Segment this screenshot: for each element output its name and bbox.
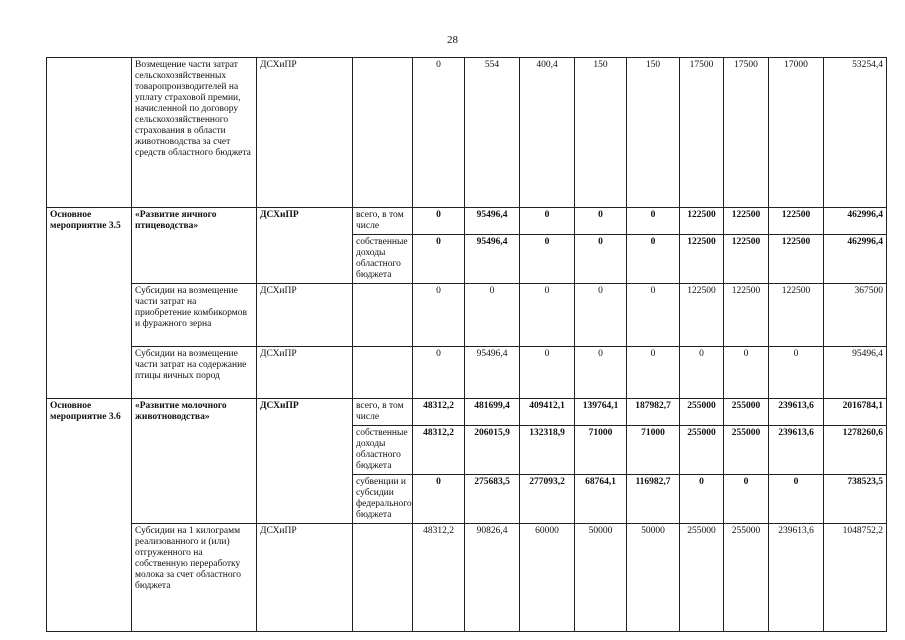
value-cell: 0 [575,284,627,347]
value-cell: 122500 [724,208,769,235]
value-cell: 0 [627,284,680,347]
value-cell: 0 [769,347,824,399]
program-funding-table [46,57,887,632]
value-cell: 150 [627,58,680,208]
value-cell: 255000 [680,524,724,632]
executor: ДСХиПР [257,399,353,524]
table-row [47,524,887,632]
value-cell: 60000 [520,524,575,632]
value-cell: 95496,4 [465,208,520,235]
value-cell: 122500 [680,284,724,347]
activity-name: Субсидии на возмещение части затрат на содержание птицы яичных пород [132,347,257,399]
value-cell: 255000 [724,399,769,426]
value-cell: 122500 [769,284,824,347]
funding-source: всего, в том числе [353,208,413,235]
value-cell: 17500 [680,58,724,208]
activity-name: «Развитие молочного животноводства» [132,399,257,524]
value-cell: 400,4 [520,58,575,208]
value-cell: 275683,5 [465,475,520,524]
activity-name: Субсидии на 1 килограмм реализованного и (или) отгруженного на собственную переработку молока за счет областного бюджета [132,524,257,632]
value-cell-total: 95496,4 [824,347,887,399]
value-cell: 0 [724,347,769,399]
measure-cell [47,58,132,208]
value-cell: 0 [680,347,724,399]
value-cell: 206015,9 [465,426,520,475]
activity-name: Субсидии на возмещение части затрат на приобретение комбикормов и фуражного зерна [132,284,257,347]
funding-source: собственные доходы областного бюджета [353,426,413,475]
value-cell: 90826,4 [465,524,520,632]
value-cell: 0 [769,475,824,524]
value-cell-total: 53254,4 [824,58,887,208]
value-cell: 48312,2 [413,524,465,632]
value-cell: 481699,4 [465,399,520,426]
measure-cell: Основное мероприятие 3.6 [47,399,132,632]
value-cell-total: 1278260,6 [824,426,887,475]
value-cell-total: 738523,5 [824,475,887,524]
value-cell: 0 [413,58,465,208]
funding-source [353,347,413,399]
value-cell: 0 [413,208,465,235]
funding-source: всего, в том числе [353,399,413,426]
funding-source [353,524,413,632]
value-cell: 255000 [680,426,724,475]
value-cell: 0 [627,347,680,399]
activity-name: Возмещение части затрат сельскохозяйственных товаропроизводителей на уплату страховой премии, начисленной по договору сельскохозяйственного страхования в области животноводства за счет средств областного бюджета [132,58,257,208]
value-cell: 122500 [724,284,769,347]
value-cell: 116982,7 [627,475,680,524]
value-cell: 0 [520,208,575,235]
value-cell: 187982,7 [627,399,680,426]
value-cell: 239613,6 [769,524,824,632]
value-cell: 409412,1 [520,399,575,426]
value-cell: 255000 [724,426,769,475]
funding-source [353,58,413,208]
value-cell: 0 [413,475,465,524]
value-cell: 95496,4 [465,347,520,399]
value-cell: 239613,6 [769,399,824,426]
value-cell: 0 [575,235,627,284]
measure-cell: Основное мероприятие 3.5 [47,208,132,399]
executor: ДСХиПР [257,208,353,284]
value-cell: 50000 [627,524,680,632]
value-cell: 0 [680,475,724,524]
value-cell-total: 462996,4 [824,235,887,284]
executor: ДСХиПР [257,58,353,208]
value-cell: 0 [520,347,575,399]
funding-source [353,284,413,347]
funding-source: собственные доходы областного бюджета [353,235,413,284]
value-cell: 255000 [724,524,769,632]
value-cell-total: 1048752,2 [824,524,887,632]
value-cell: 132318,9 [520,426,575,475]
value-cell: 17000 [769,58,824,208]
value-cell: 122500 [769,235,824,284]
table-row [47,347,887,399]
table-row [47,399,887,426]
executor: ДСХиПР [257,284,353,347]
value-cell: 0 [627,208,680,235]
value-cell: 71000 [575,426,627,475]
value-cell: 277093,2 [520,475,575,524]
table-row [47,58,887,208]
value-cell: 0 [627,235,680,284]
value-cell: 139764,1 [575,399,627,426]
page-number: 28 [447,34,458,46]
value-cell: 122500 [769,208,824,235]
value-cell: 48312,2 [413,426,465,475]
executor: ДСХиПР [257,524,353,632]
executor: ДСХиПР [257,347,353,399]
value-cell: 0 [465,284,520,347]
funding-source: субвенции и субсидии федерального бюджета [353,475,413,524]
activity-name: «Развитие яичного птицеводства» [132,208,257,284]
value-cell: 0 [413,284,465,347]
value-cell: 48312,2 [413,399,465,426]
value-cell: 68764,1 [575,475,627,524]
value-cell: 0 [413,235,465,284]
value-cell: 150 [575,58,627,208]
value-cell: 239613,6 [769,426,824,475]
value-cell: 71000 [627,426,680,475]
value-cell: 255000 [680,399,724,426]
value-cell: 0 [520,235,575,284]
value-cell: 17500 [724,58,769,208]
table-row [47,284,887,347]
value-cell: 0 [575,208,627,235]
value-cell: 0 [575,347,627,399]
value-cell-total: 367500 [824,284,887,347]
value-cell: 0 [520,284,575,347]
value-cell: 122500 [724,235,769,284]
value-cell: 122500 [680,208,724,235]
value-cell-total: 2016784,1 [824,399,887,426]
value-cell: 50000 [575,524,627,632]
value-cell: 554 [465,58,520,208]
value-cell: 0 [413,347,465,399]
value-cell: 122500 [680,235,724,284]
value-cell: 0 [724,475,769,524]
value-cell-total: 462996,4 [824,208,887,235]
table-row [47,208,887,235]
value-cell: 95496,4 [465,235,520,284]
